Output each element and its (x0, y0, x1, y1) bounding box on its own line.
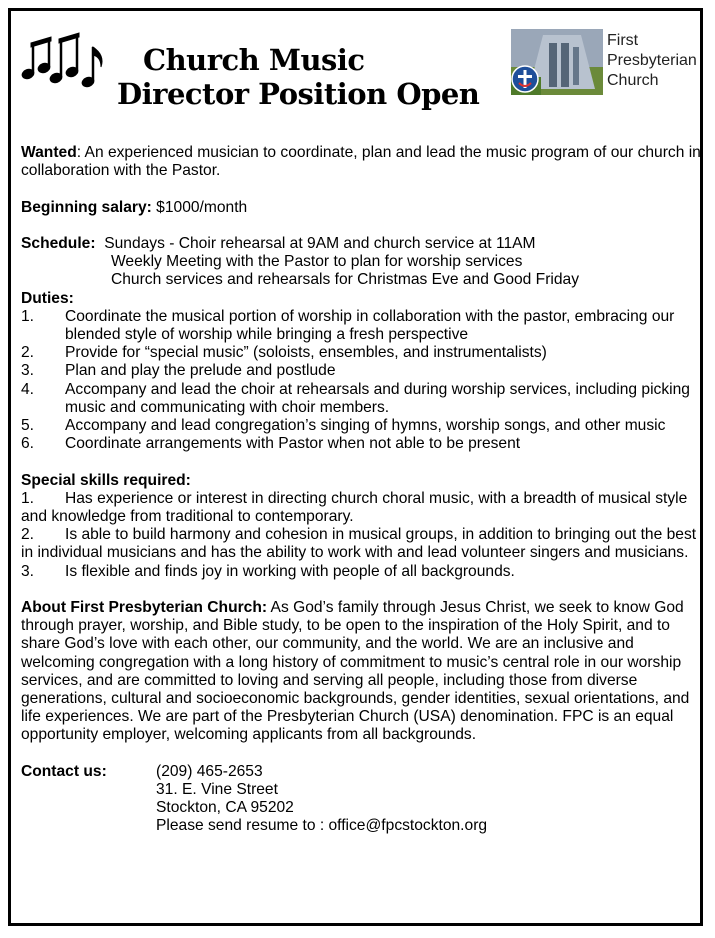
salary-section (21, 199, 701, 217)
contact-details (156, 763, 487, 836)
wanted-text: : An experienced musician to coordinate, plan and lead the music program of our church in collaboration with the Pastor. (21, 144, 701, 180)
list-item (21, 417, 701, 435)
logo-text (607, 31, 697, 91)
schedule-section (21, 235, 701, 290)
skill-number: 3. (21, 562, 35, 580)
schedule-line: Weekly Meeting with the Pastor to plan for worship services (111, 253, 523, 271)
contact-email-line: Please send resume to : office@fpcstockton.org (156, 817, 488, 835)
title-line-1: Church Music (143, 43, 365, 77)
schedule-line: Church services and rehearsals for Christmas Eve and Good Friday (111, 271, 580, 289)
title-line-2: Director Position Open (117, 77, 480, 111)
list-item-text: Coordinate arrangements with Pastor when not able to be present (65, 435, 521, 453)
schedule-line: Sundays - Choir rehearsal at 9AM and church service at 11AM (104, 234, 536, 252)
flyer-body (21, 144, 701, 836)
skill-item (21, 563, 701, 581)
skills-label: Special skills required: (21, 471, 191, 489)
list-item-text: Accompany and lead the choir at rehearsals and during worship services, including picking music and communicating with choir members. (65, 380, 690, 416)
skill-number: 2. (21, 526, 35, 544)
list-item (21, 362, 701, 380)
list-item-text: Plan and play the prelude and postlude (65, 362, 336, 380)
list-item-number: 6. (21, 435, 35, 453)
logo-text-line: Presbyterian (607, 52, 697, 69)
skill-text: Is able to build harmony and cohesion in musical groups, in addition to bringing out the best in individual musicians and has the ability to work with and lead volunteer singers and musicians. (21, 526, 697, 562)
list-item-number: 3. (21, 362, 35, 380)
list-item-number: 5. (21, 417, 35, 435)
church-logo-icon (511, 29, 603, 95)
flyer-page (8, 8, 703, 926)
music-notes-icon (21, 25, 111, 95)
contact-section (21, 763, 701, 836)
salary-value: $1000/month (151, 198, 248, 216)
logo-text-line: First (607, 32, 639, 49)
list-item (21, 435, 701, 453)
skill-text: Is flexible and finds joy in working with people of all backgrounds. (65, 562, 515, 580)
skills-section (21, 472, 701, 581)
schedule-label: Schedule: (21, 234, 96, 252)
salary-label: Beginning salary: (21, 198, 152, 216)
about-text: As God’s family through Jesus Christ, we seek to know God through prayer, worship, and Bible study, to be open to the inspiration of the Holy Spirit, and to share God’s love with each other, our community, and the world. We are an inclusive and welcoming congregation with a long history of commitment to music’s central role in our worship services, and are committed to loving and serving all people, including those from diverse generations, cultural and socioeconomic backgrounds, gender identities, sexual orientations, and life experiences. We are part of the Presbyterian Church (USA) denomination. FPC is an equal opportunity employer, welcoming applicants from all backgrounds. (21, 599, 690, 744)
skill-item (21, 526, 701, 562)
skill-number: 1. (21, 489, 35, 507)
list-item-number: 4. (21, 380, 35, 398)
about-section (21, 599, 701, 745)
duties-list (21, 308, 701, 454)
duties-label: Duties: (21, 289, 74, 307)
list-item-text: Provide for “special music” (soloists, ensembles, and instrumentalists) (65, 344, 547, 362)
contact-phone: (209) 465-2653 (156, 762, 263, 780)
list-item (21, 308, 701, 344)
duties-section (21, 290, 701, 454)
skill-text: Has experience or interest in directing church choral music, with a breadth of musical style and knowledge from traditional to contemporary. (21, 489, 688, 526)
about-label: About First Presbyterian Church: (21, 599, 268, 617)
contact-street: 31. E. Vine Street (156, 781, 278, 799)
list-item-number: 1. (21, 307, 35, 325)
church-logo (511, 25, 695, 101)
page-title (117, 43, 497, 111)
list-item-text: Accompany and lead congregation’s singing of hymns, worship songs, and other music (65, 417, 666, 435)
list-item (21, 344, 701, 362)
contact-city: Stockton, CA 95202 (156, 799, 294, 817)
list-item-number: 2. (21, 344, 35, 362)
logo-text-line: Church (607, 72, 659, 89)
wanted-label: Wanted (21, 144, 77, 161)
wanted-section (21, 144, 701, 180)
list-item-text: Coordinate the musical portion of worship in collaboration with the pastor, embracing our blended style of worship while bringing a fresh perspective (65, 307, 675, 343)
skill-item (21, 490, 701, 526)
list-item (21, 381, 701, 417)
contact-label: Contact us: (21, 762, 107, 780)
